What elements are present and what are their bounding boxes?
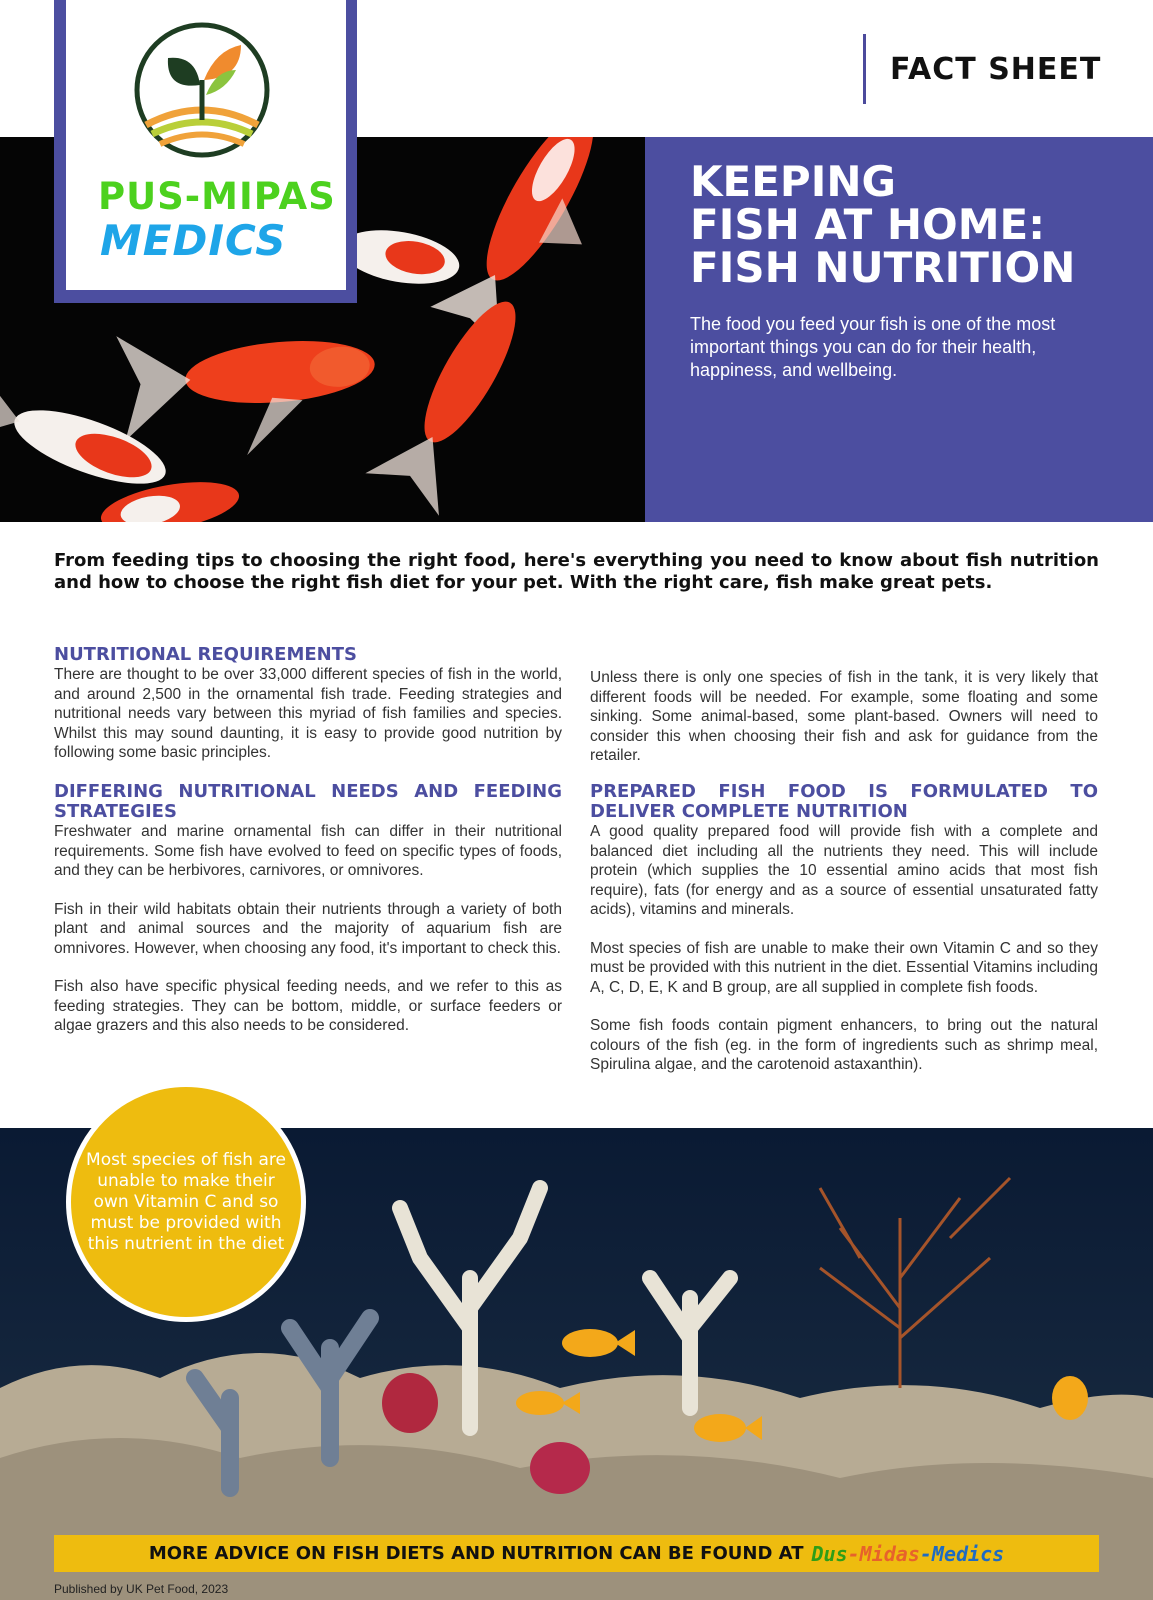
logo-wordmark-bottom: MEDICS [100,216,287,265]
advice-link[interactable] [811,1542,1004,1566]
koi-fish [116,314,381,466]
paragraph: A good quality prepared food will provide fish with a complete and balanced diet including all the nutrients they need. This will include protein (which supplies the 10 essential amino acids that most fish require), fats (for energy and as a source of essential unsaturated fatty acids), vitamins and minerals. [590,823,1098,918]
link-part[interactable]: Dus [811,1541,848,1566]
fact-sheet-label: FACT SHEET [890,52,1102,87]
koi-fish [365,283,549,516]
section-prepared-food [590,782,1098,1075]
title-line: FISH NUTRITION [690,243,1076,292]
section-heading: PREPARED FISH FOOD IS FORMULATED TO DELIVER COMPLETE NUTRITION [590,781,1098,822]
sprout-logo-icon [66,0,346,175]
publisher-note: Published by UK Pet Food, 2023 [54,1582,229,1596]
logo-wordmark-top: PUS-MIPAS [98,175,336,218]
title-line: FISH AT HOME: [690,200,1045,249]
section-differing-needs [54,782,562,1036]
header-divider [863,34,866,104]
intro-text: From feeding tips to choosing the right food, here's everything you need to know about fish nutrition and how to choose the right fish diet for your pet. With the right care, fish make great pets. [54,550,1099,593]
section-right-intro [590,668,1098,766]
section-heading: DIFFERING NUTRITIONAL NEEDS AND FEEDING STRATEGIES [54,781,562,822]
paragraph: Freshwater and marine ornamental fish can differ in their nutritional requirements. Some fish have evolved to feed on specific types of foods, and they can be herbivores, carnivores, or omnivores. [54,823,562,879]
paragraph: Fish also have specific physical feeding needs, and we refer to this as feeding strategies. They can be bottom, middle, or surface feeders or algae grazers and this also needs to be considered. [54,978,562,1034]
paragraph: There are thought to be over 33,000 different species of fish in the world, and around 2,500 in the ornamental fish trade. Feeding strategies and nutritional needs vary between this myriad of fish families and species. Whilst this may sound daunting, it is easy to provide good nutrition by following some basic principles. [54,666,562,761]
link-part[interactable]: Midas [859,1541,920,1566]
vitamin-c-callout [66,1082,306,1322]
page-title [690,157,1130,292]
banner-text: MORE ADVICE ON FISH DIETS AND NUTRITION CAN BE FOUND AT [148,1543,804,1564]
section-heading: NUTRITIONAL REQUIREMENTS [54,644,357,665]
koi-fish [430,137,639,357]
section-nutritional-requirements [54,645,562,763]
link-part[interactable]: - [919,1541,932,1566]
paragraph: Unless there is only one species of fish in the tank, it is very likely that different foods will be needed. For example, some floating and some sinking. Some animal-based, some plant-based. Owners will need to consider this when choosing their fish and ask for guidance from the retailer. [590,669,1098,764]
paragraph: Fish in their wild habitats obtain their nutrients through a variety of both plant and animal sources and the majority of aquarium fish are omnivores. However, when choosing any food, it's important to check this. [54,900,562,957]
advice-banner [54,1535,1099,1572]
link-part[interactable]: Medics [931,1541,1005,1566]
paragraph: Some fish foods contain pigment enhancers, to bring out the natural colours of the fish (eg. in the form of ingredients such as shrimp meal, Spirulina algae, and the carotenoid astaxanthin). [590,1017,1098,1073]
callout-text: Most species of fish are unable to make their own Vitamin C and so must be provided with this nutrient in the diet [86,1149,286,1254]
hero-subtitle: The food you feed your fish is one of the most important things you can do for their health, happiness, and wellbeing. [690,314,1056,380]
link-part[interactable]: - [847,1541,860,1566]
paragraph: Most species of fish are unable to make their own Vitamin C and so they must be provided with this nutrient in the diet. Essential Vitamins including A, C, D, E, K and B group, are all supplied in complete fish foods. [590,939,1098,996]
title-line: KEEPING [690,157,896,206]
